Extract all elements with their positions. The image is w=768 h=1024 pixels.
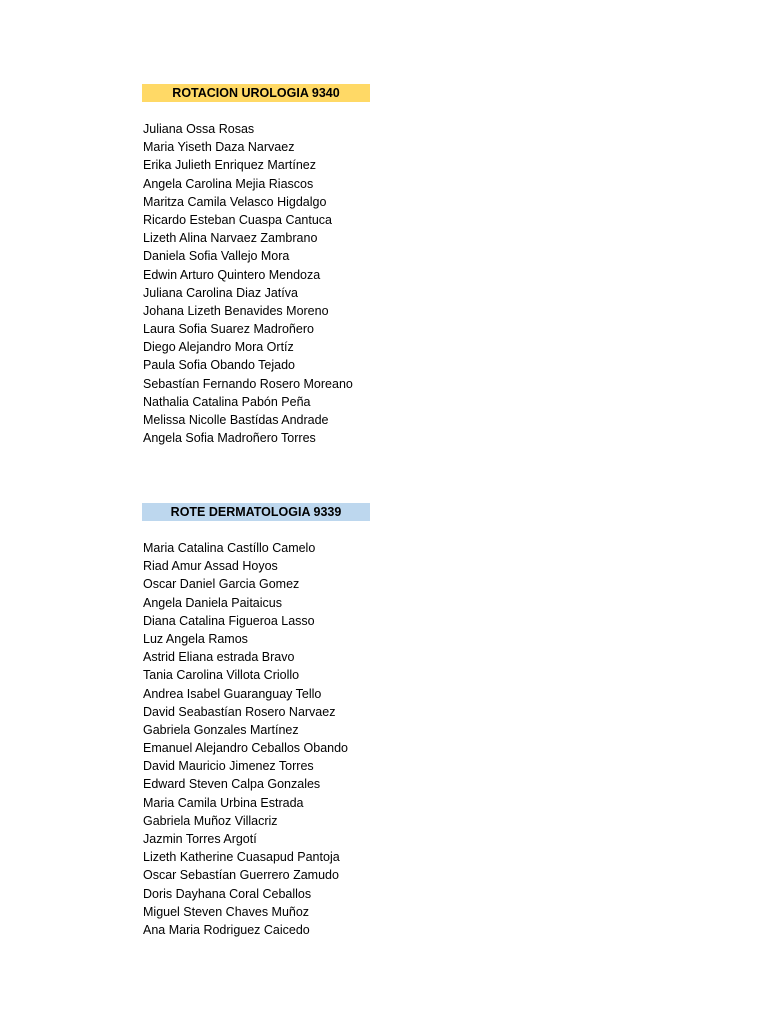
urologia-name-item: Edwin Arturo Quintero Mendoza [143,267,321,282]
dermatologia-name-item: Miguel Steven Chaves Muñoz [143,904,310,919]
dermatologia-name-item: Luz Angela Ramos [143,631,248,646]
dermatologia-name-item: Doris Dayhana Coral Ceballos [143,886,312,901]
dermatologia-name-item: Andrea Isabel Guaranguay Tello [143,686,322,701]
urologia-name-item: Lizeth Alina Narvaez Zambrano [143,231,318,246]
dermatologia-name-item: Diana Catalina Figueroa Lasso [143,613,315,628]
dermatologia-name-item: Astrid Eliana estrada Bravo [143,650,295,665]
dermatologia-name-item: Oscar Daniel Garcia Gomez [143,577,300,592]
dermatologia-name-item: Maria Camila Urbina Estrada [143,795,304,810]
urologia-name-item: Erika Julieth Enriquez Martínez [143,158,316,173]
dermatologia-name-item: Angela Daniela Paitaicus [143,595,282,610]
urologia-name-item: Maria Yiseth Daza Narvaez [143,140,295,155]
urologia-section [142,84,370,447]
dermatologia-name-item: Gabriela Gonzales Martínez [143,722,299,737]
dermatologia-name-item: Maria Catalina Castíllo Camelo [143,541,316,555]
urologia-name-item: Sebastían Fernando Rosero Moreano [143,376,353,391]
dermatologia-name-item: David Mauricio Jimenez Torres [143,759,314,774]
urologia-name-item: Angela Sofia Madroñero Torres [143,431,316,446]
dermatologia-section [142,503,370,939]
dermatologia-name-item: Lizeth Katherine Cuasapud Pantoja [143,850,340,865]
urologia-name-item: Juliana Carolina Diaz Jatíva [143,285,298,300]
dermatologia-name-item: Jazmin Torres Argotí [143,832,257,846]
dermatologia-name-item: Tania Carolina Villota Criollo [143,668,300,683]
urologia-header: ROTACION UROLOGIA 9340 [142,84,370,102]
urologia-name-item: Juliana Ossa Rosas [143,122,255,136]
dermatologia-name-item: Riad Amur Assad Hoyos [143,559,278,574]
urologia-name-list [142,120,370,447]
urologia-name-item: Melissa Nicolle Bastídas Andrade [143,413,329,427]
urologia-name-item: Ricardo Esteban Cuaspa Cantuca [143,212,333,227]
dermatologia-name-item: Oscar Sebastían Guerrero Zamudo [143,868,339,883]
dermatologia-header: ROTE DERMATOLOGIA 9339 [142,503,370,521]
dermatologia-name-list [142,539,370,939]
dermatologia-name-item: David Seabastían Rosero Narvaez [143,704,336,719]
urologia-name-item: Maritza Camila Velasco Higdalgo [143,194,327,209]
urologia-name-item: Nathalia Catalina Pabón Peña [143,394,311,409]
dermatologia-name-item: Edward Steven Calpa Gonzales [143,777,321,792]
urologia-name-item: Laura Sofia Suarez Madroñero [143,322,314,337]
dermatologia-name-item: Emanuel Alejandro Ceballos Obando [143,741,348,756]
urologia-name-item: Diego Alejandro Mora Ortíz [143,340,294,355]
urologia-name-item: Johana Lizeth Benavides Moreno [143,303,329,318]
dermatologia-name-item: Gabriela Muñoz Villacriz [143,813,278,828]
urologia-name-item: Paula Sofia Obando Tejado [143,358,295,373]
urologia-name-item: Angela Carolina Mejia Riascos [143,176,314,191]
urologia-name-item: Daniela Sofia Vallejo Mora [143,249,290,264]
dermatologia-name-item: Ana Maria Rodriguez Caicedo [143,922,310,937]
